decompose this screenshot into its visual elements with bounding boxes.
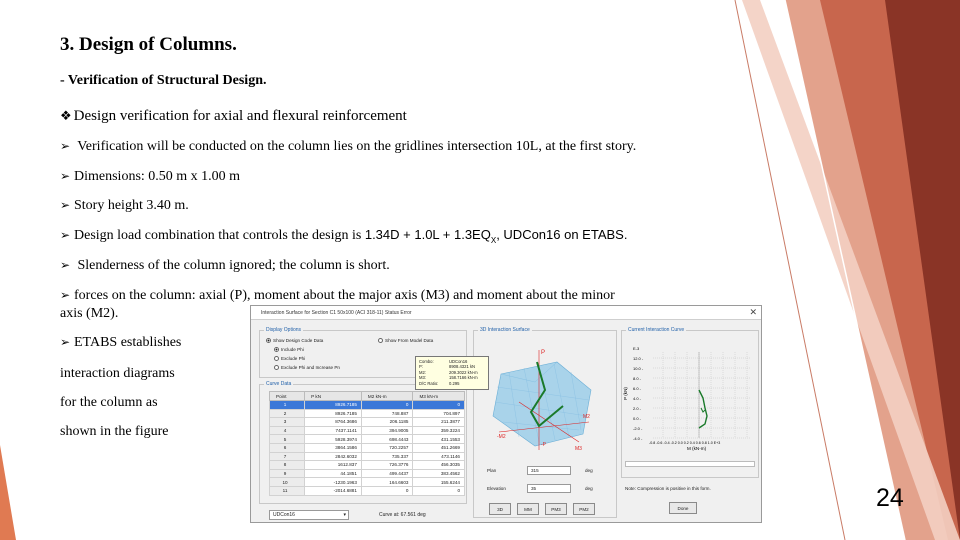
arrow-bullet-icon: ➢ <box>60 258 71 272</box>
axis-m3-label: M3 <box>575 446 582 452</box>
include-phi-label: Include Phi <box>281 347 304 352</box>
y-tick-label: 12.0 - <box>633 356 644 361</box>
slide-title: 3. Design of Columns. <box>60 34 237 55</box>
tooltip-key: M3: <box>419 375 426 381</box>
cell-m2: 698.4443 <box>361 435 413 444</box>
radio-selected-icon <box>274 347 279 352</box>
table-row[interactable] <box>270 452 465 461</box>
cell-m2: 720.2257 <box>361 443 413 452</box>
arrow-bullet-icon: ➢ <box>60 228 71 242</box>
curve-2d-label: Current Interaction Curve <box>628 327 685 333</box>
cell-p: 8926.7185 <box>305 401 362 410</box>
cell-m3: 383.4562 <box>413 469 465 478</box>
table-row[interactable] <box>270 443 465 452</box>
view-pm2-button[interactable]: PM2 <box>573 503 595 515</box>
compression-note: Note: Compression is positive in this form. <box>625 486 711 491</box>
x-axis-label: M (kN-m) <box>687 446 707 451</box>
cell-m2: 735.337 <box>361 452 413 461</box>
bullet-slenderness <box>60 257 390 274</box>
bullet-forces-text: forces on the column: axial (P), moment about the major axis (M3) and moment about the minor <box>74 288 615 303</box>
arrow-bullet-icon: ➢ <box>60 139 71 153</box>
bullet-story-height <box>60 197 189 214</box>
load-combo-select[interactable] <box>269 510 349 520</box>
tooltip-value: 8908.4321 kN <box>449 364 476 370</box>
bullet-etabs <box>60 334 181 351</box>
bullet-verification <box>60 138 636 155</box>
cell-p: 44.1851 <box>305 469 362 478</box>
cell-m3: 704.897 <box>413 409 465 418</box>
show-design-radio[interactable] <box>266 338 323 343</box>
chevron-down-icon: ▾ <box>343 512 346 518</box>
cell-point: 5 <box>270 435 305 444</box>
cell-point: 9 <box>270 469 305 478</box>
y-tick-label: 4.0 - <box>633 396 642 401</box>
cell-point: 3 <box>270 418 305 427</box>
load-combination-subscript: X <box>490 235 497 245</box>
cell-m2: 164.6603 <box>361 478 413 487</box>
bullet-story-height-text: Story height 3.40 m. <box>74 198 189 213</box>
cell-m3: 0 <box>413 401 465 410</box>
bullet-load-combination-text: Design load combination that controls the design is <box>74 228 365 243</box>
cell-point: 7 <box>270 452 305 461</box>
y-tick-label: 8.0 - <box>633 376 642 381</box>
dialog-titlebar <box>251 306 761 320</box>
plan-label: Plan <box>487 468 497 473</box>
exclude-increase-radio[interactable] <box>274 365 340 370</box>
cell-m2: 394.9005 <box>361 426 413 435</box>
cell-point: 2 <box>270 409 305 418</box>
table-header-row <box>270 392 465 401</box>
cell-m3: 155.6244 <box>413 478 465 487</box>
done-button[interactable]: Done <box>669 502 697 514</box>
view-mm-button[interactable]: MM <box>517 503 539 515</box>
bullet-dimensions <box>60 168 240 185</box>
load-combination-formula: 1.34D + 1.0L + 1.3EQ <box>364 227 491 242</box>
bullet-forces-line2: axis (M2). <box>60 306 119 321</box>
table-row[interactable] <box>270 401 465 410</box>
bullet-dimensions-text: Dimensions: 0.50 m x 1.00 m <box>74 169 241 184</box>
page-number: 24 <box>876 484 904 512</box>
cell-point: 8 <box>270 461 305 470</box>
cell-m3: 359.3224 <box>413 426 465 435</box>
show-design-label: Show Design Code Data <box>273 338 324 343</box>
y-tick-label: E-3 <box>633 346 640 351</box>
interaction-surface-3d[interactable] <box>479 342 607 454</box>
cell-point: 6 <box>270 443 305 452</box>
load-combo-value: UDCon16 <box>273 512 295 518</box>
exclude-phi-label: Exclude Phi <box>281 356 306 361</box>
tooltip-key: P: <box>419 364 423 370</box>
elevation-unit: deg <box>585 486 593 491</box>
table-row[interactable] <box>270 435 465 444</box>
curve-angle-label: Curve at: 67.561 deg <box>379 512 426 518</box>
cell-m2: 726.3776 <box>361 461 413 470</box>
y-axis-label: P (kN) <box>623 387 628 400</box>
exclude-increase-label: Exclude Phi and Increase Pn <box>281 365 340 370</box>
table-row[interactable] <box>270 426 465 435</box>
cell-p: 1612.837 <box>305 461 362 470</box>
view-3d-button[interactable]: 3D <box>489 503 511 515</box>
tooltip-value: UDCon16 <box>449 359 468 364</box>
elevation-label: Elevation <box>487 486 506 491</box>
diamond-bullet-icon: ❖ <box>60 108 72 123</box>
axis-negm2-label: -M2 <box>497 434 506 440</box>
column-header-m3[interactable]: M3 kN-m <box>413 392 465 401</box>
tooltip-key: Combo: <box>419 359 434 364</box>
elevation-input[interactable]: 35 <box>527 484 571 493</box>
curve-data-table[interactable] <box>269 391 465 496</box>
interaction-curve-2d[interactable] <box>623 338 757 452</box>
arrow-bullet-icon: ➢ <box>60 335 71 349</box>
table-row[interactable] <box>270 486 465 495</box>
cell-m3: 473.1146 <box>413 452 465 461</box>
include-phi-radio[interactable] <box>274 347 304 352</box>
bullet-verification-text: Verification will be conducted on the column lies on the gridlines intersection 10L, at the first story. <box>74 139 637 154</box>
etabs-line-2: for the column as <box>60 395 158 410</box>
tooltip-key: D/C Ratio: <box>419 380 439 386</box>
show-from-model-radio[interactable] <box>378 338 433 343</box>
tooltip-key: M2: <box>419 369 426 375</box>
main-bullet-text: Design verification for axial and flexural reinforcement <box>73 108 407 124</box>
bullet-load-combination <box>60 226 627 249</box>
point-tooltip <box>415 356 489 390</box>
cell-point: 1 <box>270 401 305 410</box>
tooltip-value: 0.295 <box>449 380 460 386</box>
y-tick-label: 10.0 - <box>633 366 644 371</box>
axis-m2-label: M2 <box>583 414 590 420</box>
table-row[interactable] <box>270 461 465 470</box>
load-combination-tail: , UDCon16 on ETABS. <box>496 227 628 242</box>
cell-m2: 0 <box>361 486 413 495</box>
cell-p: 2842.6032 <box>305 452 362 461</box>
etabs-line-3: shown in the figure <box>60 424 169 439</box>
plan-unit: deg <box>585 468 593 473</box>
show-from-model-label: Show From Model Data <box>385 338 434 343</box>
etabs-line-1: interaction diagrams <box>60 366 175 381</box>
cell-m3: 451.2669 <box>413 443 465 452</box>
column-header-point[interactable]: Point <box>270 392 305 401</box>
bullet-forces <box>60 287 615 304</box>
arrow-bullet-icon: ➢ <box>60 288 71 302</box>
plan-input[interactable]: 315 <box>527 466 571 475</box>
surface-3d-label: 3D Interaction Surface <box>480 327 530 333</box>
radio-selected-icon <box>266 338 271 343</box>
view-pm3-button[interactable]: PM3 <box>545 503 567 515</box>
y-tick-label: -4.0 - <box>633 436 643 441</box>
radio-icon <box>378 338 383 343</box>
bullet-etabs-text: ETABS establishes <box>74 335 182 350</box>
main-bullet <box>60 107 407 125</box>
table-row[interactable] <box>270 478 465 487</box>
pm-curve-marker <box>701 408 705 412</box>
close-icon[interactable]: ✕ <box>749 307 757 317</box>
cell-point: 10 <box>270 478 305 487</box>
y-tick-label: 2.0 - <box>633 406 642 411</box>
y-tick-label: 6.0 - <box>633 386 642 391</box>
column-header-p[interactable]: P kN <box>305 392 362 401</box>
radio-icon <box>274 356 279 361</box>
cell-p: -1230.1963 <box>305 478 362 487</box>
y-tick-labels <box>633 346 644 441</box>
y-tick-label: -2.0 - <box>633 426 643 431</box>
arrow-bullet-icon: ➢ <box>60 198 71 212</box>
curve-scrollbar[interactable] <box>625 461 755 467</box>
cell-p: -2014.6881 <box>305 486 362 495</box>
tooltip-value: 209.3022 kN-m <box>449 369 478 375</box>
axis-p-label: P <box>541 350 546 356</box>
cell-m2: 499.4437 <box>361 469 413 478</box>
cell-p: 8764.3686 <box>305 418 362 427</box>
cell-p: 7437.1141 <box>305 426 362 435</box>
cell-m2: 748.887 <box>361 409 413 418</box>
arrow-bullet-icon: ➢ <box>60 169 71 183</box>
cell-point: 11 <box>270 486 305 495</box>
cell-m3: 0 <box>413 486 465 495</box>
axis-negp-label: -P <box>541 442 546 448</box>
y-tick-label: 0.0 - <box>633 416 642 421</box>
table-row[interactable] <box>270 409 465 418</box>
column-header-m2[interactable]: M2 kN-m <box>361 392 413 401</box>
table-row[interactable] <box>270 469 465 478</box>
cell-m2: 206.1185 <box>361 418 413 427</box>
tooltip-value: 158.7166 kN-m <box>449 375 478 381</box>
bullet-slenderness-text: Slenderness of the column ignored; the column is short. <box>74 258 390 273</box>
deco-left-corner <box>0 445 16 540</box>
cell-m3: 211.3877 <box>413 418 465 427</box>
slide-subtitle: - Verification of Structural Design. <box>60 73 267 88</box>
exclude-phi-radio[interactable] <box>274 356 305 361</box>
table-row[interactable] <box>270 418 465 427</box>
tooltip-row <box>419 381 485 386</box>
x-tick-labels: -0.8 -0.6 -0.4 -0.2 0.0 0.2 0.4 0.6 0.8 1.0 E+3 <box>649 441 721 445</box>
cell-p: 8926.7185 <box>305 409 362 418</box>
curve-data-label: Curve Data <box>266 381 292 387</box>
interaction-surface-dialog <box>250 305 762 523</box>
cell-p: 5928.3974 <box>305 435 362 444</box>
pm-curve <box>699 390 707 428</box>
cell-m3: 456.3035 <box>413 461 465 470</box>
cell-p: 3864.1586 <box>305 443 362 452</box>
cell-point: 4 <box>270 426 305 435</box>
dialog-title: Interaction Surface for Section C1 50x100 (ACI 318-11) Status Error <box>261 310 412 316</box>
cell-m2: 0 <box>361 401 413 410</box>
display-options-label: Display Options <box>266 327 302 333</box>
radio-icon <box>274 365 279 370</box>
cell-m3: 431.1553 <box>413 435 465 444</box>
